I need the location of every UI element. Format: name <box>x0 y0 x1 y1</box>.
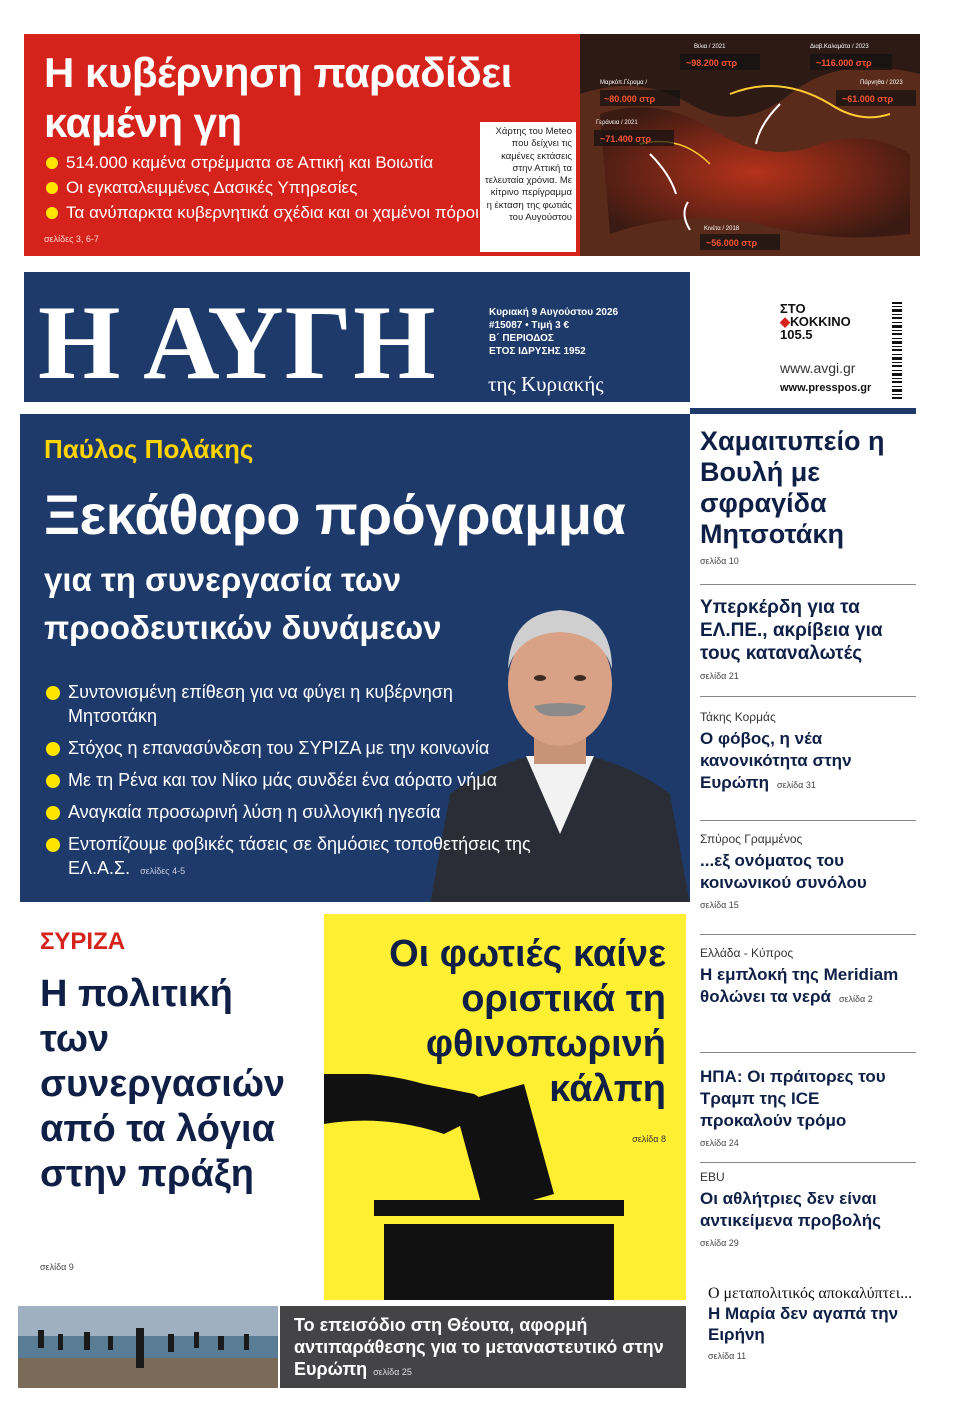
bullet-dot-icon <box>46 806 60 820</box>
divider <box>690 408 916 414</box>
masthead <box>24 272 690 402</box>
divider <box>700 820 916 821</box>
map-label-area: ~56.000 στρ <box>706 238 758 248</box>
page-reference: σελίδα 2 <box>838 994 873 1004</box>
side-story[interactable] <box>708 1284 918 1361</box>
section-kicker: ΣΥΡΙΖΑ <box>40 928 126 955</box>
side-story-kicker: Ελλάδα - Κύπρος <box>700 946 794 960</box>
bullet-dot-icon <box>46 182 58 194</box>
list-item: 514.000 καμένα στρέμματα σε Αττική και Βοιωτία <box>46 150 566 175</box>
bullet-dot-icon <box>46 207 58 219</box>
page-reference: σελίδα 10 <box>700 556 739 566</box>
bullet-dot-icon <box>46 838 60 852</box>
page-reference: σελίδα 9 <box>40 1262 74 1272</box>
bullet-dot-icon <box>46 157 58 169</box>
top-story-headline: Η κυβέρνηση παραδίδει καμένη γη <box>44 49 512 146</box>
side-story[interactable] <box>700 1170 916 1248</box>
issue-info <box>489 306 689 358</box>
fire-map-image[interactable] <box>580 34 920 256</box>
map-label-place: Πάρνηθα / 2023 <box>860 80 903 86</box>
bottom-story-banner[interactable] <box>280 1306 686 1388</box>
fire-map-graphic <box>580 34 920 256</box>
beach-photo <box>18 1306 278 1388</box>
page-reference: σελίδα 21 <box>700 671 739 681</box>
map-label-area: ~71.400 στρ <box>600 134 652 144</box>
side-story[interactable] <box>700 1066 916 1148</box>
lead-story-bullets <box>46 680 546 891</box>
newspaper-title: Η ΑΥΓΗ <box>38 284 437 401</box>
side-story-headline: Η Μαρία δεν αγαπά την Ειρήνη <box>708 1304 899 1344</box>
radio-logo[interactable]: ΣΤΟ ◆ΚΟΚΚΙΝΟ 105.5 <box>780 301 851 342</box>
map-label-place: Μαρκόπ.Γέραμα / <box>600 80 647 86</box>
list-item: Συντονισμένη επίθεση για να φύγει η κυβέρνηση Μητσοτάκη <box>46 680 546 728</box>
side-story-kicker: Τάκης Κορμάς <box>700 710 776 724</box>
radio-mark-icon: ◆ <box>780 314 790 329</box>
list-item: Με τη Ρένα και τον Νίκο μάς συνδέει ένα αόρατο νήμα <box>46 768 546 792</box>
list-item: Αναγκαία προσωρινή λύση η συλλογική ηγεσία <box>46 800 546 824</box>
side-story-headline: Χαμαιτυπείο η Βουλή με σφραγίδα Μητσοτάκη <box>700 426 885 549</box>
side-story[interactable] <box>700 596 916 681</box>
newspaper-subtitle: της Κυριακής <box>488 372 604 396</box>
lead-story-headline: Ξεκάθαρο πρόγραμμα <box>44 483 626 546</box>
side-story-kicker: Ο μεταπολιτικός αποκαλύπτει... <box>708 1285 913 1302</box>
side-story[interactable] <box>700 710 916 796</box>
map-label-place: Γεράνεια / 2021 <box>596 120 638 126</box>
issue-period: Β΄ ΠΕΡΙΟΔΟΣ <box>489 333 554 344</box>
lead-story-kicker: Παύλος Πολάκης <box>44 434 254 464</box>
map-label-area: ~80.000 στρ <box>604 94 656 104</box>
page-reference: σελίδα 8 <box>632 1134 666 1144</box>
divider <box>700 934 916 935</box>
page-reference: σελίδα 15 <box>700 900 739 910</box>
list-item: Οι εγκαταλειμμένες Δασικές Υπηρεσίες <box>46 175 566 200</box>
bullet-dot-icon <box>46 742 60 756</box>
page-reference: σελίδα 31 <box>777 780 816 790</box>
divider <box>700 1052 916 1053</box>
side-story-headline: ...εξ ονόματος του κοινωνικού συνόλου <box>700 851 867 892</box>
side-story[interactable] <box>700 426 916 566</box>
map-label-area: ~61.000 στρ <box>842 94 894 104</box>
lead-story[interactable] <box>20 414 690 902</box>
page-reference: σελίδα 25 <box>373 1367 412 1377</box>
lead-story-subheadline: για τη συνεργασία των προοδευτικών δυνάμεων <box>44 561 442 646</box>
website-link-secondary[interactable]: www.presspos.gr <box>780 382 872 394</box>
story-headline[interactable]: Η πολιτική των συνεργασιών από τα λόγια στην πράξη <box>40 973 286 1195</box>
map-label-place: Κινέτα / 2018 <box>704 226 740 232</box>
divider <box>700 696 916 697</box>
page-reference: σελίδα 29 <box>700 1238 739 1248</box>
map-label-place: Βιλια / 2021 <box>694 44 726 50</box>
side-story-kicker: Σπύρος Γραμμένος <box>700 832 803 846</box>
bullet-dot-icon <box>46 774 60 788</box>
website-link[interactable]: www.avgi.gr <box>780 360 856 376</box>
founding-year: ΕΤΟΣ ΙΔΡΥΣΗΣ 1952 <box>489 346 586 357</box>
featured-story-headline: Οι φωτιές καίνε οριστικά τη φθινοπωρινή κάλπη <box>389 933 666 1110</box>
bullet-dot-icon <box>46 686 60 700</box>
map-caption: Χάρτης του Meteo που δείχνει τις καμένες εκτάσεις στην Αττική τα τελευταία χρόνια. Με κίτρινο περίγραμμα η έκταση της φωτιάς του Αυγούστου <box>485 126 572 224</box>
page-reference: σελίδες 4-5 <box>140 866 186 876</box>
side-story[interactable] <box>700 946 916 1010</box>
issue-date: Κυριακή 9 Αυγούστου 2026 <box>489 307 619 318</box>
map-label-area: ~116.000 στρ <box>816 58 872 68</box>
page-reference: σελίδα 11 <box>708 1351 747 1361</box>
side-story-headline: ΗΠΑ: Οι πράιτορες του Τραμπ της ICE προκαλούν τρόμο <box>700 1067 886 1130</box>
page-reference: σελίδες 3, 6-7 <box>44 234 99 244</box>
side-story-headline: Η εμπλοκή της Meridiam θολώνει τα νερά σελίδα 2 <box>700 965 899 1006</box>
map-label-place: Διαβ.Καλαμάτα / 2023 <box>810 44 869 50</box>
side-story-headline: Ο φόβος, η νέα κανονικότητα στην Ευρώπη σελίδα 31 <box>700 729 852 792</box>
list-item: Τα ανύπαρκτα κυβερνητικά σχέδια και οι χαμένοι πόροι <box>46 200 566 225</box>
divider <box>700 1162 916 1163</box>
bottom-story-headline: Το επεισόδιο στη Θέουτα, αφορμή αντιπαράθεσης για το μεταναστευτικό στην Ευρώπη σελίδα 25 <box>294 1315 664 1379</box>
page-reference: σελίδα 24 <box>700 1138 739 1148</box>
barcode-icon <box>892 302 914 402</box>
side-story-headline: Υπερκέρδη για τα ΕΛ.ΠΕ., ακρίβεια για τους καταναλωτές <box>700 597 883 664</box>
side-story[interactable] <box>700 832 916 910</box>
featured-story-box[interactable] <box>324 914 686 1300</box>
list-item: Εντοπίζουμε φοβικές τάσεις σε δημόσιες τοποθετήσεις της ΕΛ.Α.Σ. σελίδες 4-5 <box>46 832 546 883</box>
side-story-headline: Οι αθλήτριες δεν είναι αντικείμενα προβολής <box>700 1189 881 1230</box>
side-story-kicker: EBU <box>700 1170 725 1184</box>
divider <box>700 584 916 585</box>
issue-number-price: #15087 • Τιμή 3 € <box>489 320 570 331</box>
list-item: Στόχος η επανασύνδεση του ΣΥΡΙΖΑ με την κοινωνία <box>46 736 546 760</box>
map-label-area: ~98.200 στρ <box>686 58 738 68</box>
